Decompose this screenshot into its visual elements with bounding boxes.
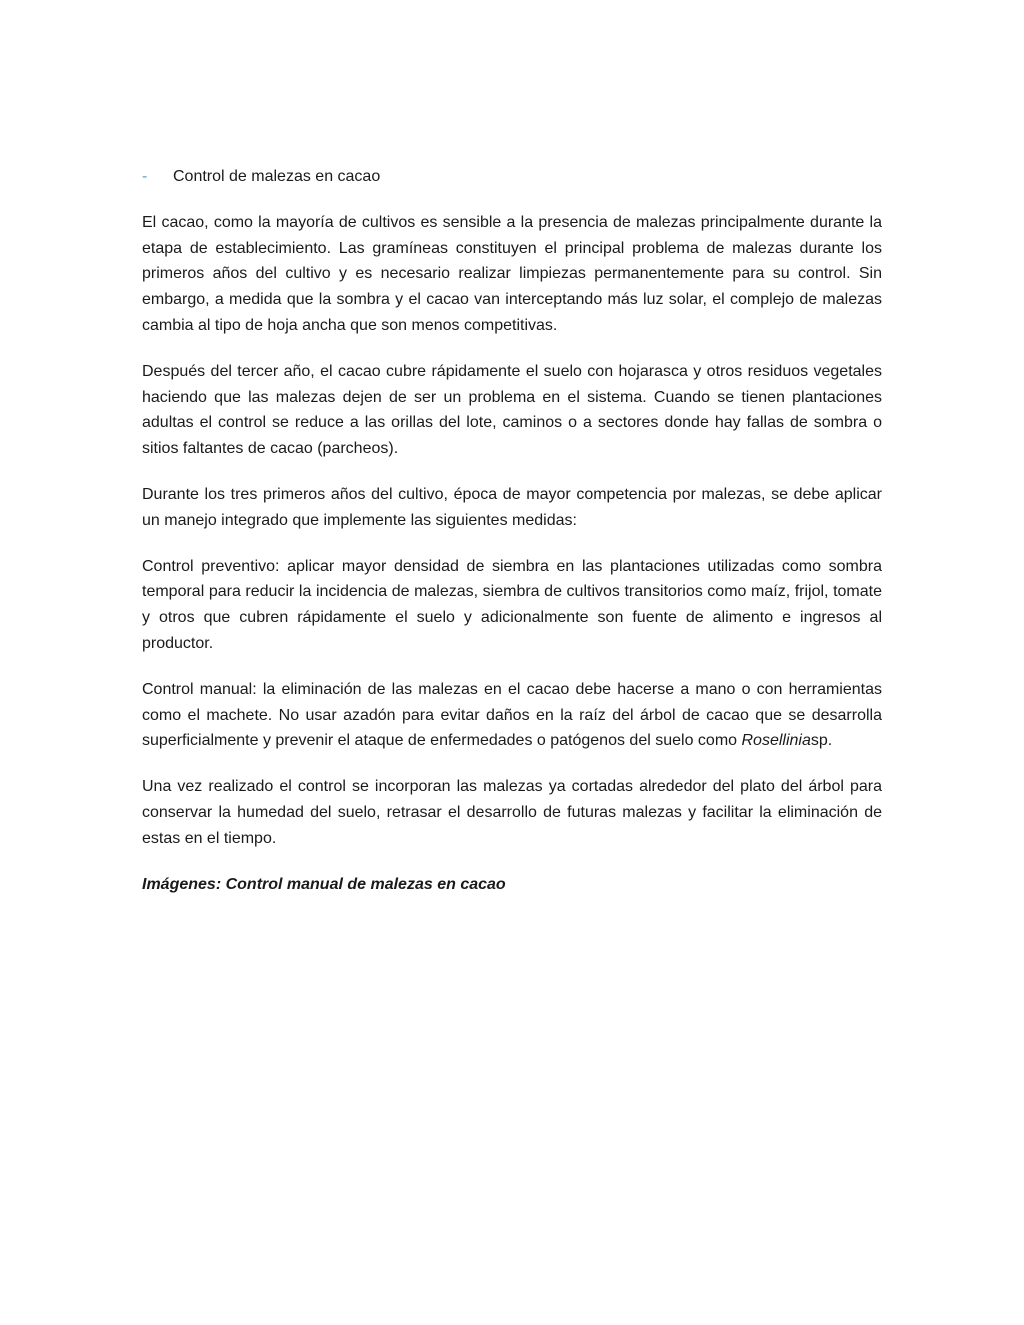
species-suffix: sp. — [810, 732, 833, 750]
section-heading — [142, 164, 882, 190]
paragraph-final: Una vez realizado el control se incorporan las malezas ya cortadas alrededor del plato del árbol para conservar la humedad del suelo, retrasar el desarrollo de futuras malezas y facilitar la eliminación de estas en el tiempo. — [142, 778, 882, 847]
document-body — [142, 164, 882, 897]
paragraph-first-three-years: Durante los tres primeros años del cultivo, época de mayor competencia por malezas, se debe aplicar un manejo integrado que implemente las siguientes medidas: — [142, 485, 882, 529]
bullet-dash: - — [142, 168, 148, 185]
paragraph-intro: El cacao, como la mayoría de cultivos es sensible a la presencia de malezas principalmente durante la etapa de establecimiento. Las gramíneas constituyen el principal problema de malezas durante los primeros años del cultivo y es necesario realizar limpiezas permanentemente para su control. Sin embargo, a medida que la sombra y el cacao van interceptando más luz solar, el complejo de malezas cambia al tipo de hoja ancha que son menos competitivas. — [142, 213, 882, 334]
section-heading-text: Control de malezas en cacao — [173, 168, 381, 185]
species-name: Rosellinia — [741, 732, 811, 750]
paragraph-preventive-control: Control preventivo: aplicar mayor densidad de siembra en las plantaciones utilizadas como sombra temporal para reducir la incidencia de malezas, siembra de cultivos transitorios como maíz, frijol, tomate y otros que cubren rápidamente el suelo y adicionalmente son fuente de alimento e ingresos al productor. — [142, 557, 882, 652]
paragraph-manual-control — [142, 677, 882, 754]
manual-control-text: Control manual: la eliminación de las malezas en el cacao debe hacerse a mano o con herramientas como el machete. No usar azadón para evitar daños en la raíz del árbol de cacao que se desarrolla superficialmente y prevenir el ataque de enfermedades o patógenos del suelo como — [142, 680, 882, 750]
images-caption: Imágenes: Control manual de malezas en cacao — [142, 875, 506, 893]
paragraph-after-third-year: Después del tercer año, el cacao cubre rápidamente el suelo con hojarasca y otros residuos vegetales haciendo que las malezas dejen de ser un problema en el sistema. Cuando se tienen plantaciones adultas el control se reduce a las orillas del lote, caminos o a sectores donde hay fallas de sombra o sitios faltantes de cacao (parcheos). — [142, 362, 882, 458]
